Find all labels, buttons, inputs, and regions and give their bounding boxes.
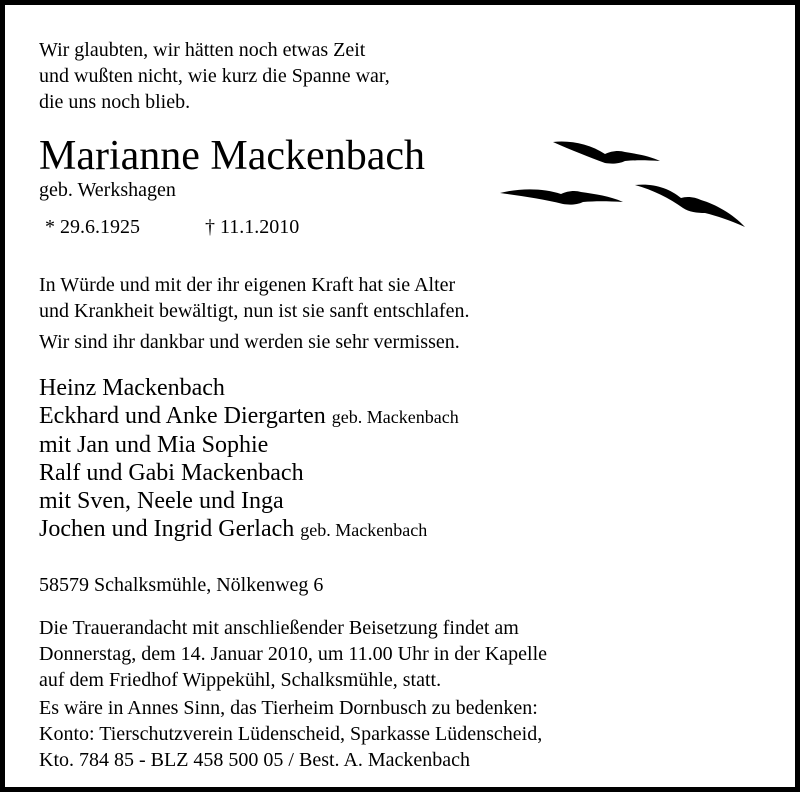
mourner-name: Ralf und Gabi Mackenbach — [39, 460, 304, 486]
mourners-list — [39, 374, 459, 544]
mourner-name: mit Jan und Mia Sophie — [39, 432, 269, 458]
bird-icon — [635, 185, 745, 227]
address: 58579 Schalksmühle, Nölkenweg 6 — [39, 574, 324, 596]
intro-verse — [39, 37, 390, 115]
service-line: Donnerstag, dem 14. Januar 2010, um 11.00 Uhr in der Kapelle — [39, 643, 548, 665]
verse-line: die uns noch blieb. — [39, 91, 191, 113]
bird-icon — [500, 189, 623, 204]
verse-line: Wir glaubten, wir hätten noch etwas Zeit — [39, 39, 366, 61]
mourner-name: mit Sven, Neele und Inga — [39, 488, 284, 514]
death-date: † 11.1.2010 — [205, 216, 300, 238]
mourner-line — [39, 431, 459, 459]
donation-line: Kto. 784 85 - BLZ 458 500 05 / Best. A. Mackenbach — [39, 749, 471, 771]
birth-date: * 29.6.1925 — [45, 216, 140, 238]
mourner-line — [39, 459, 459, 487]
mourner-note: geb. Mackenbach — [300, 520, 428, 540]
mourner-line — [39, 487, 459, 515]
mourner-line — [39, 515, 459, 544]
gratitude-text: Wir sind ihr dankbar und werden sie sehr vermissen. — [39, 331, 460, 353]
mourner-name: Heinz Mackenbach — [39, 375, 225, 401]
flying-birds-icon — [495, 130, 755, 235]
donation-info — [39, 695, 542, 773]
service-line: auf dem Friedhof Wippekühl, Schalksmühle, statt. — [39, 669, 442, 691]
tribute-line: und Krankheit bewältigt, nun ist sie sanft entschlafen. — [39, 300, 470, 322]
mourner-line — [39, 402, 459, 431]
service-info — [39, 615, 547, 693]
donation-line: Es wäre in Annes Sinn, das Tierheim Dornbusch zu bedenken: — [39, 697, 538, 719]
donation-line: Konto: Tierschutzverein Lüdenscheid, Sparkasse Lüdenscheid, — [39, 723, 543, 745]
deceased-name: Marianne Mackenbach — [39, 133, 425, 179]
tribute-line: In Würde und mit der ihr eigenen Kraft hat sie Alter — [39, 274, 456, 296]
mourner-note: geb. Mackenbach — [331, 407, 459, 427]
bird-icon — [553, 142, 660, 164]
verse-line: und wußten nicht, wie kurz die Spanne war, — [39, 65, 390, 87]
mourner-name: Jochen und Ingrid Gerlach — [39, 516, 295, 542]
maiden-name: geb. Werkshagen — [39, 179, 176, 201]
mourner-line — [39, 374, 459, 402]
mourner-name: Eckhard und Anke Diergarten — [39, 403, 326, 429]
service-line: Die Trauerandacht mit anschließender Beisetzung findet am — [39, 617, 519, 639]
tribute-text — [39, 272, 469, 324]
